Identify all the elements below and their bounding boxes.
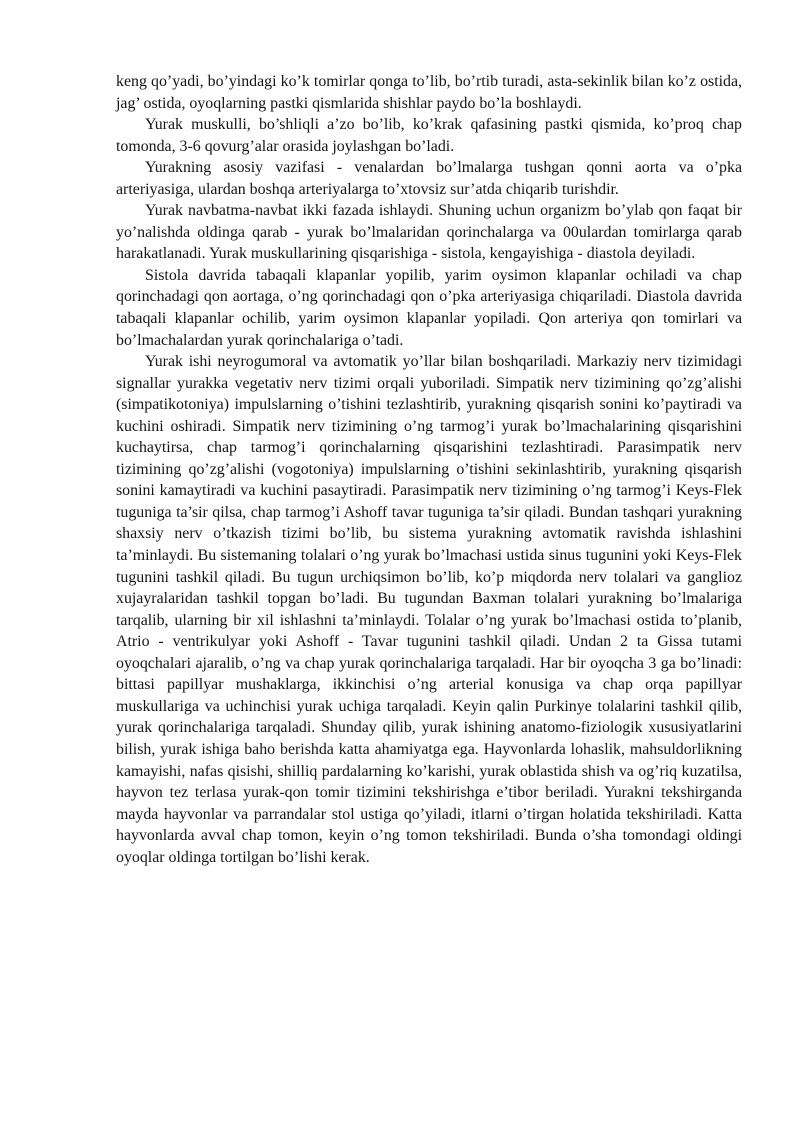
paragraph-continuation: keng qo’yadi, bo’yindagi ko’k tomirlar qonga to’lib, bo’rtib turadi, asta-sekinlik bilan ko’z ostida, jag’ ostida, oyoqlarning pastki qismlarida shishlar paydo bo’la boshlaydi. xyxy=(116,73,742,112)
paragraph-heart-location: Yurak muskulli, bo’shliqli a’zo bo’lib, ko’krak qafasining pastki qismida, ko’proq chap tomonda, 3-6 qovurg’alar orasida joylashgan bo’ladi. xyxy=(116,116,742,155)
paragraph-heart-phases: Yurak navbatma-navbat ikki fazada ishlaydi. Shuning uchun organizm bo’ylab qon faqat bir yo’nalishda oldinga qarab - yurak bo’lmalaridan qorinchalarga va 00ulardan tomirlarga qarab harakatlanadi. Yurak muskullarining qisqarishiga - sistola, kengayishiga - diastola deyiladi. xyxy=(116,202,742,263)
paragraph-heart-regulation: Yurak ishi neyrogumoral va avtomatik yo’llar bilan boshqariladi. Markaziy nerv tizimidagi signallar yurakka vegetativ nerv tizimi orqali yuboriladi. Simpatik nerv tizimining qo’zg’alishi (simpatikotoniya) impulslarning o’tishini tezlashtirib, yurakning qisqarish sonini ko’paytiradi va kuchini oshiradi. Simpatik nerv tizimining o’ng tarmog’i yurak bo’lmachalarining qisqarishini kuchaytirsa, chap tarmog’i qorinchalarning qisqarishini tezlashtiradi. Parasimpatik nerv tizimining qo’zg’alishi (vogotoniya) impulslarning o’tishini sekinlashtirib, yurakning qisqarish sonini kamaytiradi va kuchini pasaytiradi. Parasimpatik nerv tizimining o’ng tarmog’i Keys-Flek tuguniga ta’sir qilsa, chap tarmog’i Ashoff tavar tuguniga ta’sir qiladi. Bundan tashqari yurakning shaxsiy nerv o’tkazish tizimi bo’lib, bu sistema yurakning avtomatik ravishda ishlashini ta’minlaydi. Bu sistemaning tolalari o’ng yurak bo’lmachasi ustida sinus tugunini yoki Keys-Flek tugunini tashkil qiladi. Bu tugun urchiqsimon bo’lib, ko’p miqdorda nerv tolalari va ganglioz xujayralaridan tashkil topgan bo’ladi. Bu tugundan Baxman tolalari yurakning bo’lmalariga tarqalib, ularning bir xil ishlashni ta’minlaydi. Tolalar o’ng yurak bo’lmachasi ostida to’planib, Atrio - ventrikulyar yoki Ashoff - Tavar tugunini tashkil qiladi. Undan 2 ta Gissa tutami oyoqchalari ajaralib, o’ng va chap yurak qorinchalariga tarqaladi. Har bir oyoqcha 3 ga bo’linadi: bittasi papillyar mushaklarga, ikkinchisi o’ng arterial konusiga va chap orqa papillyar muskullariga va uchinchisi yurak uchiga tarqaladi. Keyin qalin Purkinye tolalarini tashkil qilib, yurak qorinchalariga tarqaladi. Shunday qilib, yurak ishining anatomo-fiziologik xususiyatlarini bilish, yurak ishiga baho berishda katta ahamiyatga ega. Hayvonlarda lohaslik, mahsuldorlikning kamayishi, nafas qisishi, shilliq pardalarning ko’karishi, yurak oblastida shish va og’riq kuzatilsa, hayvon tez terlasa yurak-qon tomir tizimini tekshirishga e’tibor beriladi. Yurakni tekshirganda mayda hayvonlar va parrandalar stol ustiga qo’yiladi, itlarni o’tirgan holatida tekshiriladi. Katta hayvonlarda avval chap tomon, keyin o’ng tomon tekshiriladi. Bunda o’sha tomondagi oldingi oyoqlar oldinga tortilgan bo’lishi kerak. xyxy=(116,353,742,866)
paragraph-heart-function: Yurakning asosiy vazifasi - venalardan bo’lmalarga tushgan qonni aorta va o’pka arteriyasiga, ulardan boshqa arteriyalarga to’xtovsiz sur’atda chiqarib turishdir. xyxy=(116,159,742,198)
document-page xyxy=(116,71,742,868)
paragraph-systole-diastole: Sistola davrida tabaqali klapanlar yopilib, yarim oysimon klapanlar ochiladi va chap qorinchadagi qon aortaga, o’ng qorinchadagi qon o’pka arteriyasiga chiqariladi. Diastola davrida tabaqali klapanlar ochilib, yarim oysimon klapanlar yopiladi. Qon arteriya qon tomirlari va bo’lmachalardan yurak qorinchalariga o’tadi. xyxy=(116,266,742,349)
